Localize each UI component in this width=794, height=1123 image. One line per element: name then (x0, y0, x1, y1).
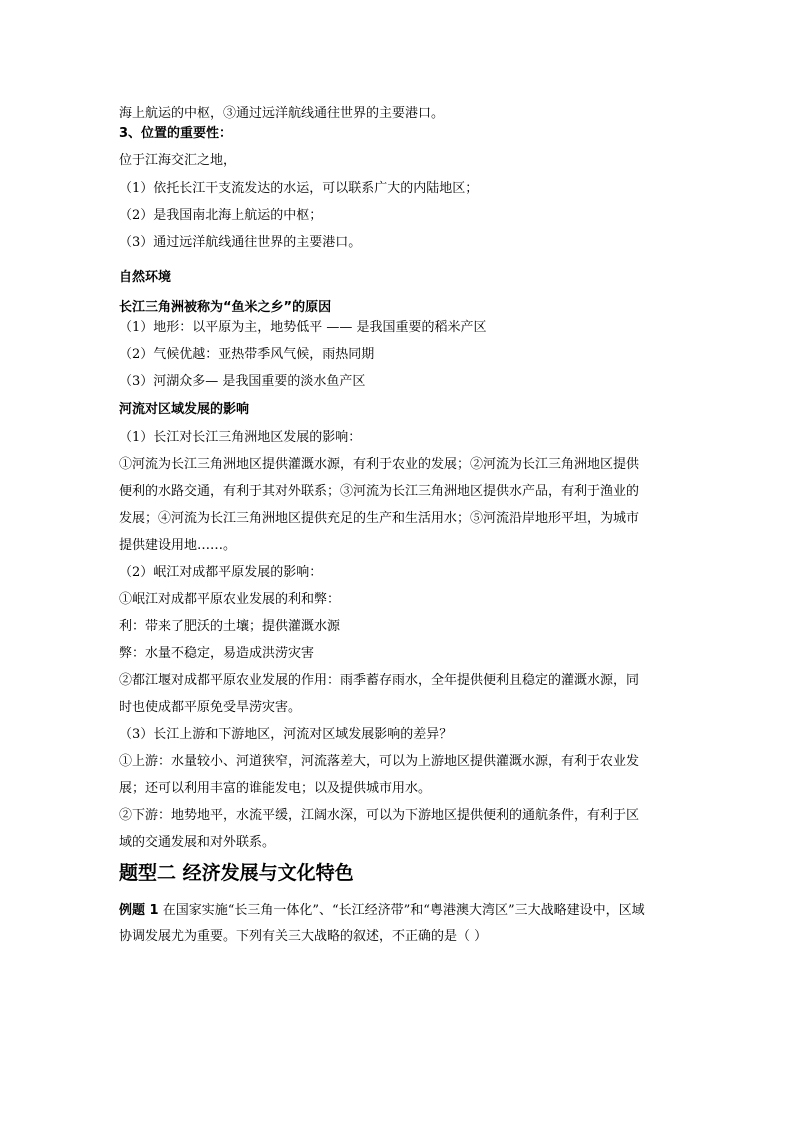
river-part1-title: （1）长江对长江三角洲地区发展的影响： (119, 430, 362, 445)
location-item-3: （3）通过远洋航线通往世界的主要港口。 (119, 235, 362, 250)
natural-environment-heading: 自然环境 (119, 270, 172, 285)
river-part2-line: 时也使成都平原免受旱涝灾害。 (119, 700, 302, 715)
river-part3-title: （3）长江上游和下游地区，河流对区域发展影响的差异？ (119, 727, 453, 742)
river-part3-line: 域的交通发展和对外联系。 (119, 835, 276, 850)
fish-rice-subheading: 长江三角洲被称为“鱼米之乡”的原因 (119, 300, 332, 315)
river-part3-line: ②下游：地势地平，水流平缓，江阔水深，可以为下游地区提供便利的通航条件，有利于区 (119, 808, 640, 823)
type-two-title: 题型二 经济发展与文化特色 (119, 862, 354, 884)
location-item-2: （2）是我国南北海上航运的中枢； (119, 208, 323, 223)
river-part1-line: 提供建设用地……。 (119, 538, 237, 553)
river-part2-title: （2）岷江对成都平原发展的影响： (119, 565, 323, 580)
location-tail-line: 海上航运的中枢，③通过远洋航线通往世界的主要港口。 (119, 106, 445, 121)
example-1-line2: 协调发展尤为重要。下列有关三大战略的叙述，不正确的是（ ） (119, 929, 488, 944)
river-part3-line: ①上游：水量较小、河道狭窄，河流落差大，可以为上游地区提供灌溉水源，有利于农业发 (119, 754, 640, 769)
natural-item-2: （2）气候优越：亚热带季风气候，雨热同期 (119, 347, 375, 362)
river-part1-line: 发展；④河流为长江三角洲地区提供充足的生产和生活用水；⑤河流沿岸地形平坦，为城市 (119, 511, 640, 526)
river-part3-line: 展；还可以利用丰富的谁能发电；以及提供城市用水。 (119, 781, 432, 796)
natural-item-1: （1）地形：以平原为主，地势低平 —— 是我国重要的稻米产区 (119, 320, 487, 335)
river-part2-line: ①岷江对成都平原农业发展的利和弊： (119, 592, 341, 607)
location-importance-heading: 3、位置的重要性： (119, 126, 233, 141)
example-label: 例题 1 (119, 903, 159, 918)
river-part2-line: ②都江堰对成都平原农业发展的作用：雨季蓄存雨水，全年提供便利且稳定的灌溉水源，同 (119, 673, 640, 688)
location-intro: 位于江海交汇之地， (119, 153, 237, 168)
river-part1-line: 便利的水路交通，有利于其对外联系；③河流为长江三角洲地区提供水产品，有利于渔业的 (119, 484, 640, 499)
river-part1-line: ①河流为长江三角洲地区提供灌溉水源，有利于农业的发展；②河流为长江三角洲地区提供 (119, 457, 640, 472)
river-part2-line: 利：带来了肥沃的土壤；提供灌溉水源 (119, 619, 341, 634)
river-part2-line: 弊：水量不稳定，易造成洪涝灾害 (119, 646, 315, 661)
natural-item-3: （3）河湖众多— 是我国重要的淡水鱼产区 (119, 374, 366, 389)
river-impact-heading: 河流对区域发展的影响 (119, 402, 250, 417)
location-item-1: （1）依托长江干支流发达的水运，可以联系广大的内陆地区； (119, 181, 479, 196)
example-1-line1 (119, 903, 679, 919)
example-text: 在国家实施“长三角一体化”、“长江经济带”和“粤港澳大湾区”三大战略建设中，区域 (162, 903, 645, 918)
